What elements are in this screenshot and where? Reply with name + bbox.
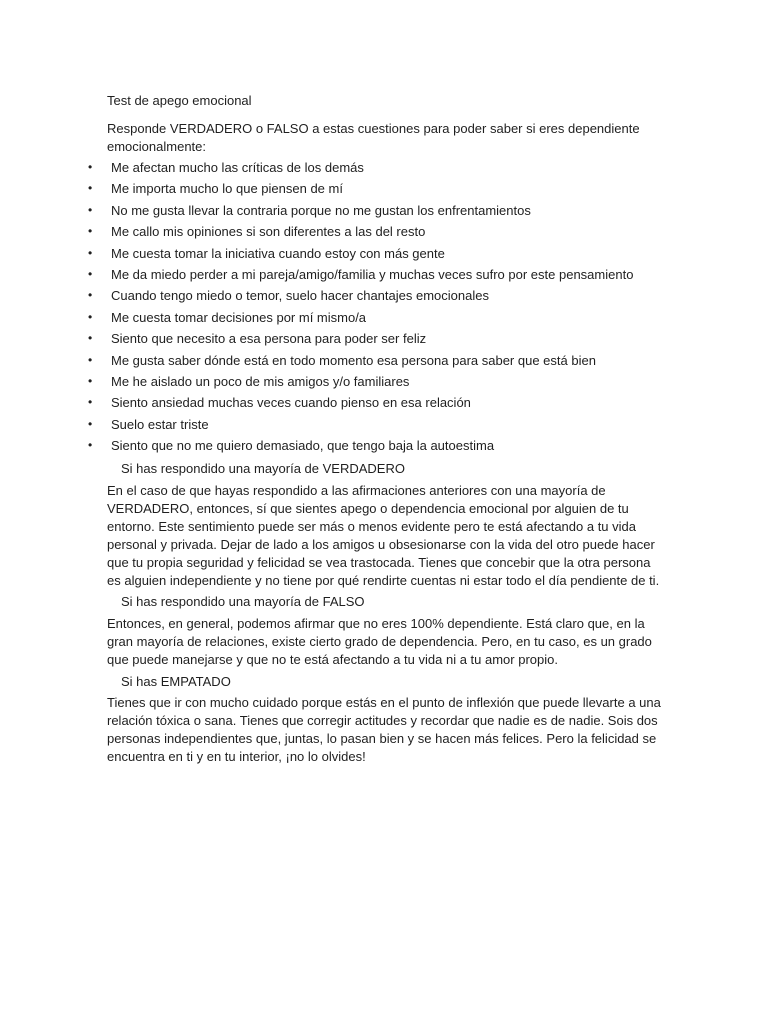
list-item-text: Me da miedo perder a mi pareja/amigo/familia y muchas veces sufro por este pensamiento [111,266,634,282]
section-body-empatado: Tienes que ir con mucho cuidado porque estás en el punto de inflexión que puede llevarte a una relación tóxica o sana. Tienes que corregir actitudes y recordar que nadie es de nadie. Sois dos personas independientes que, juntas, lo pasan bien y se hacen más felices. Pero la felicidad se encuentra en ti y en tu interior, ¡no lo olvides! [107,695,661,764]
list-item [86,392,686,413]
list-item-text: Suelo estar triste [111,416,209,432]
list-item [86,435,686,456]
list-item [86,328,686,349]
list-item [86,285,686,306]
bullet-icon: • [88,352,93,367]
list-item-text: Me callo mis opiniones si son diferentes a las del resto [111,224,426,240]
bullet-icon: • [88,202,93,217]
bullet-icon: • [88,224,93,239]
list-item [86,371,686,392]
bullet-icon: • [88,416,93,431]
section-body-verdadero: En el caso de que hayas respondido a las afirmaciones anteriores con una mayoría de VERDADERO, entonces, sí que sientes apego o dependencia emocional por alguien de tu entorno. Este sentimiento puede ser más o menos evidente pero te está afectando a tu vida personal y privada. Dejar de lado a los amigos u obsesionarse con la vida del otro puede hacer que tu propia seguridad y felicidad se vea trastocada. Tienes que concebir que la otra persona es alguien independiente y no tiene por qué rendirte cuentas ni estar todo el día pendiente de ti. [107,483,660,588]
list-item-text: Me cuesta tomar la iniciativa cuando estoy con más gente [111,245,445,261]
section-body-falso: Entonces, en general, podemos afirmar que no eres 100% dependiente. Está claro que, en la gran mayoría de relaciones, existe cierto grado de dependencia. Pero, en tu caso, es un grado que puede manejarse y que no te está afectando a tu vida ni a tu amor propio. [107,616,652,667]
bullet-icon: • [88,373,93,388]
document-title: Test de apego emocional [107,93,252,108]
list-item [86,157,686,178]
bullet-icon: • [88,395,93,410]
list-item-text: Me importa mucho lo que piensen de mí [111,181,343,197]
section-heading-empatado: Si has EMPATADO [121,674,231,689]
list-item-text: Siento que no me quiero demasiado, que tengo baja la autoestima [111,438,495,454]
bullet-icon: • [88,438,93,453]
list-item [86,264,686,285]
bullet-icon: • [88,245,93,260]
list-item [86,221,686,242]
list-item [86,200,686,221]
section-heading-falso: Si has respondido una mayoría de FALSO [121,594,365,609]
list-item [86,243,686,264]
list-item-text: Me cuesta tomar decisiones por mí mismo/a [111,309,367,325]
list-item-text: Me he aislado un poco de mis amigos y/o familiares [111,373,410,389]
bullet-icon: • [88,160,93,174]
list-item-text: Cuando tengo miedo o temor, suelo hacer chantajes emocionales [111,288,489,304]
list-item [86,178,686,199]
list-item-text: No me gusta llevar la contraria porque no me gustan los enfrentamientos [111,202,531,218]
bullet-icon: • [88,331,93,346]
list-item [86,414,686,435]
list-item-text: Me afectan mucho las críticas de los demás [111,160,364,175]
bullet-icon: • [88,309,93,324]
list-item-text: Me gusta saber dónde está en todo momento esa persona para saber que está bien [111,352,596,368]
bullet-icon: • [88,288,93,303]
statement-list [86,157,686,456]
bullet-icon: • [88,181,93,196]
list-item-text: Siento que necesito a esa persona para poder ser feliz [111,331,427,347]
list-item-text: Siento ansiedad muchas veces cuando pienso en esa relación [111,395,471,411]
bullet-icon: • [88,266,93,281]
list-item [86,350,686,371]
intro-paragraph: Responde VERDADERO o FALSO a estas cuestiones para poder saber si eres dependiente emocionalmente: [107,121,640,154]
list-item [86,307,686,328]
section-heading-verdadero: Si has respondido una mayoría de VERDADERO [121,461,405,476]
